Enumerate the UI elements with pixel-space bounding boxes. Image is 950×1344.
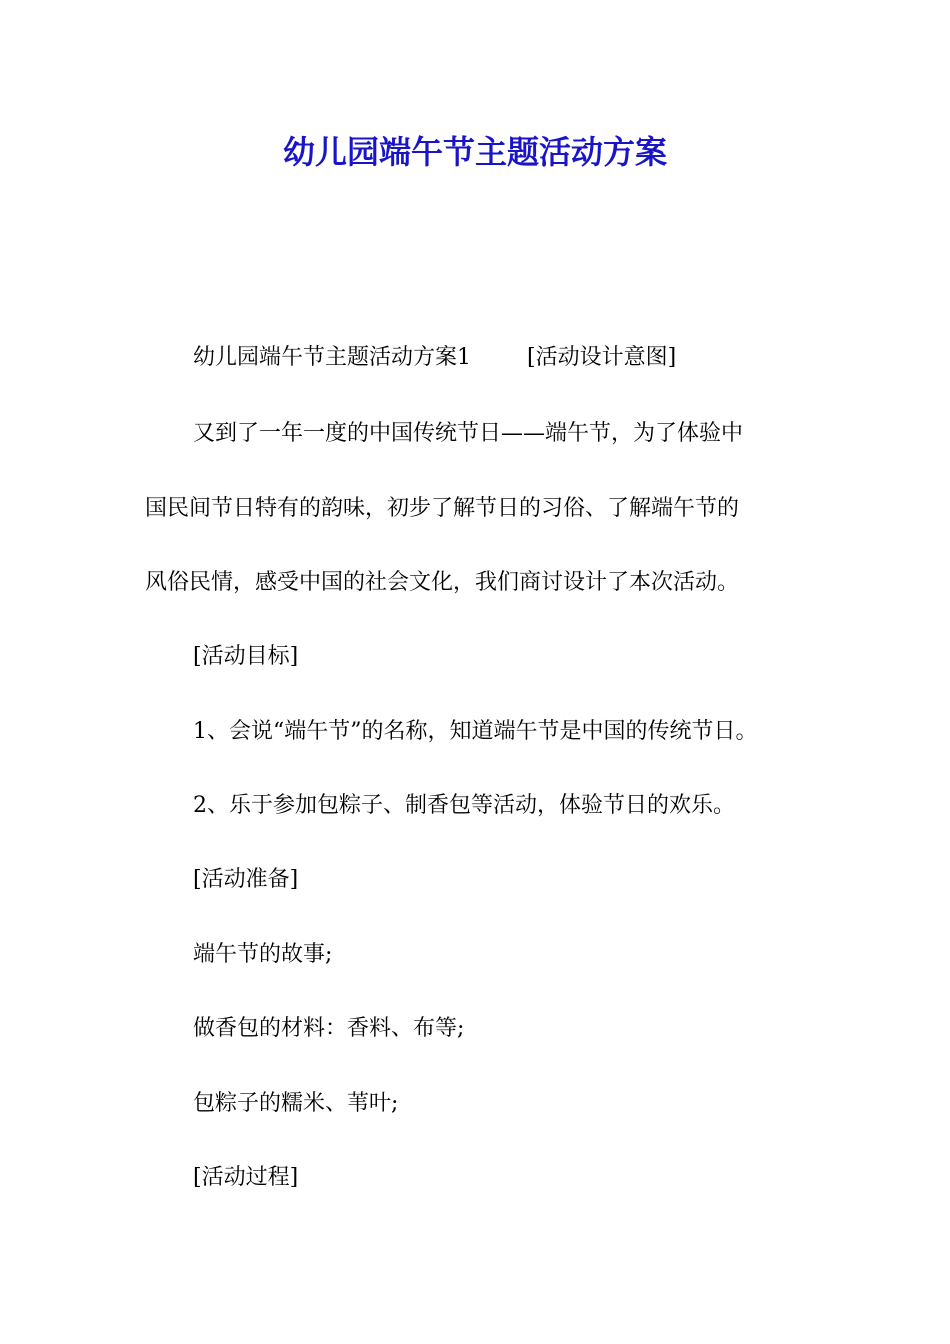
process-heading: [活动过程] (193, 1165, 299, 1190)
prep-item-2: 做香包的材料：香料、布等; (193, 1016, 465, 1041)
intro-line-3: 风俗民情，感受中国的社会文化，我们商讨设计了本次活动。 (145, 570, 740, 595)
intro-line-2: 国民间节日特有的韵味，初步了解节日的习俗、了解端午节的 (145, 496, 740, 521)
document-title: 幼儿园端午节主题活动方案 (282, 133, 667, 171)
prep-item-3: 包粽子的糯米、苇叶; (193, 1091, 399, 1116)
goals-heading: [活动目标] (193, 644, 299, 669)
prep-heading: [活动准备] (193, 867, 299, 892)
goal-item-2: 2、乐于参加包粽子、制香包等活动，体验节日的欢乐。 (193, 793, 735, 818)
design-intent-heading: [活动设计意图] (527, 345, 677, 370)
plan-heading: 幼儿园端午节主题活动方案1 (193, 345, 471, 370)
prep-item-1: 端午节的故事; (193, 942, 333, 967)
goal-item-1: 1、会说“端午节”的名称，知道端午节是中国的传统节日。 (193, 719, 758, 744)
heading-line (193, 342, 676, 374)
intro-line-1: 又到了一年一度的中国传统节日——端午节，为了体验中 (193, 421, 744, 446)
